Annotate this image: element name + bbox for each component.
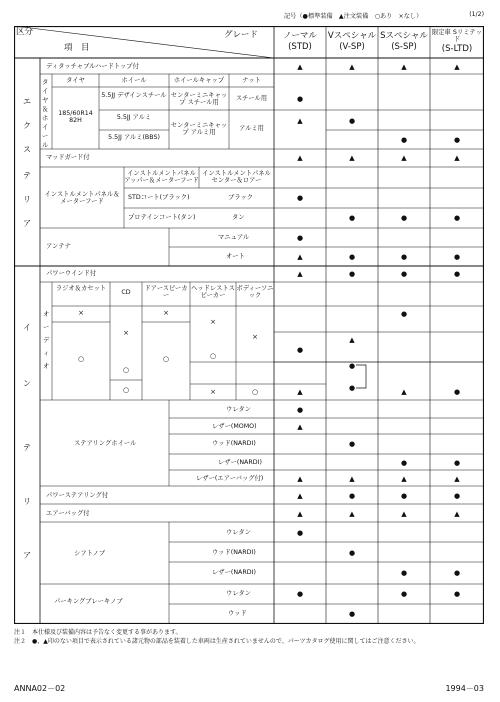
row-label: シフトノブ — [74, 550, 106, 557]
mark: ● — [453, 136, 461, 144]
legend — [284, 11, 484, 20]
row-label: プロテインコート(タン) — [128, 214, 196, 221]
row-label: エアーバッグ付 — [46, 510, 90, 517]
mark: ▲ — [349, 154, 355, 162]
row-label: タイヤ＆ホイール — [42, 79, 49, 149]
mark: ● — [453, 569, 461, 577]
row-label: センターミニキャップ アルミ用 — [170, 122, 228, 136]
mark: ● — [453, 492, 461, 500]
row-label: レザー(MOMO) — [212, 423, 257, 430]
row-label: 5.5JJ アルミ(BBS) — [108, 134, 160, 141]
row-label: ウッド(NARDI) — [212, 549, 256, 556]
mark: ● — [348, 270, 356, 278]
row-label: オーディオ — [43, 311, 50, 370]
row-label: ウレタン — [226, 406, 251, 413]
mark: ▲ — [349, 510, 355, 518]
mark: ● — [296, 95, 304, 103]
row-label: ドアースピーカー — [144, 285, 188, 299]
audio-mark: × — [78, 309, 84, 317]
mark: ● — [400, 569, 408, 577]
mark: ▲ — [401, 475, 407, 483]
row-label: レザー(NARDI) — [212, 569, 256, 576]
mark: ● — [453, 388, 461, 396]
mark: ▲ — [297, 388, 303, 396]
row-label: パワーウインド付 — [46, 270, 97, 277]
mark: ▲ — [454, 63, 460, 71]
audio-mark: ○ — [122, 386, 130, 394]
row-label: ナット — [242, 77, 261, 84]
mark: ▲ — [401, 388, 407, 396]
grade-vsp: Vスペシャル — [327, 31, 377, 41]
row-label: ディタッチャブルハードトップ付 — [46, 63, 139, 70]
row-label: マッドガード付 — [46, 154, 90, 161]
audio-mark: × — [210, 318, 216, 326]
mark: ● — [348, 610, 356, 618]
grade-vsp-code: (V-SP) — [339, 42, 365, 52]
mark: ● — [296, 406, 304, 414]
row-label: アルミ用 — [239, 125, 264, 132]
mark: ▲ — [454, 475, 460, 483]
grade-std: ノーマル — [283, 31, 317, 41]
mark: ● — [400, 492, 408, 500]
section-interior-5: ア — [23, 551, 31, 560]
row-label: アンテナ — [46, 243, 71, 250]
spec-table — [14, 26, 484, 624]
row-label: オート — [226, 253, 245, 260]
section-exterior-2: ク — [23, 121, 31, 130]
mark: ● — [348, 384, 356, 392]
audio-mark: × — [163, 309, 169, 317]
mark: ▲ — [297, 475, 303, 483]
audio-mark: ○ — [77, 355, 85, 363]
mark: ● — [400, 270, 408, 278]
mark: ▲ — [349, 475, 355, 483]
section-interior-2: ン — [23, 379, 31, 388]
mark: ▲ — [401, 154, 407, 162]
mark: ● — [348, 492, 356, 500]
audio-mark: × — [252, 333, 258, 341]
mark: ● — [453, 214, 461, 222]
row-label: ブラック — [228, 194, 254, 201]
mark: ● — [453, 270, 461, 278]
audio-mark: ○ — [209, 352, 217, 360]
doc-date: 1994－03 — [445, 684, 484, 693]
section-exterior-1: エ — [23, 97, 31, 106]
row-label: マニュアル — [218, 234, 250, 241]
mark: ▲ — [454, 510, 460, 518]
row-label: ウレタン — [226, 590, 251, 597]
mark: ● — [400, 253, 408, 261]
row-label: STDコート(ブラック) — [128, 194, 190, 201]
row-label: インストルメントパネル アッパー＆メーターフード — [124, 170, 199, 184]
row-label: ヘッドレストスピーカー — [191, 285, 235, 299]
doc-code: ANNA02－02 — [14, 684, 66, 693]
mark: ● — [348, 362, 356, 370]
mark: ▲ — [297, 492, 303, 500]
mark: ● — [400, 590, 408, 598]
section-exterior-6: ア — [23, 219, 31, 228]
mark: ● — [453, 459, 461, 467]
mark: ▲ — [297, 423, 303, 431]
mark: ▲ — [297, 510, 303, 518]
mark: ● — [296, 590, 304, 598]
row-label: ラジオ＆カセット — [55, 285, 107, 292]
row-label: ウレタン — [226, 529, 251, 536]
row-label: タイヤ — [66, 77, 85, 84]
mark: ● — [400, 214, 408, 222]
grade-label: グレード — [224, 30, 259, 40]
mark: ● — [348, 549, 356, 557]
audio-mark: ○ — [162, 355, 170, 363]
row-label: パーキングブレーキノブ — [54, 598, 123, 605]
row-label: 185/60R14 82H — [58, 110, 93, 124]
row-label: ホイールキャップ — [173, 77, 225, 84]
koumoku-label: 項 目 — [64, 43, 90, 53]
grade-sltd-code: (S-LTD) — [441, 44, 473, 54]
row-label: CD — [121, 289, 131, 296]
row-label: パワーステアリング付 — [46, 492, 109, 499]
mark: ▲ — [297, 154, 303, 162]
row-label: スチール用 — [235, 95, 268, 102]
mark: ▲ — [297, 270, 303, 278]
grade-ssp: Sスペシャル — [380, 31, 428, 41]
section-exterior-4: テ — [23, 171, 31, 180]
mark: ▲ — [454, 154, 460, 162]
mark: ▲ — [297, 253, 303, 261]
page-number: (1/2) — [469, 11, 484, 18]
notes — [14, 628, 420, 646]
kubun-label: 区分 — [16, 27, 34, 37]
mark: ● — [296, 234, 304, 242]
mark: ● — [296, 529, 304, 537]
row-label: インストルメントパネル センター＆ロアー — [202, 170, 271, 184]
row-label: ウッド — [228, 610, 247, 617]
section-interior-4: リ — [23, 497, 31, 506]
mark: ● — [453, 253, 461, 261]
audio-mark: × — [123, 329, 129, 337]
mark: ▲ — [401, 63, 407, 71]
mark: ▲ — [349, 63, 355, 71]
note-1: 注１ 本仕様及び装備内容は予告なく変更する事があります。 — [14, 629, 182, 636]
mark: ▲ — [349, 336, 355, 344]
mark: ▲ — [297, 117, 303, 125]
row-label: レザー(NARDI) — [218, 459, 262, 466]
section-interior-3: テ — [23, 443, 31, 452]
row-label: タン — [232, 214, 245, 221]
legend-text: 記号（●標準装備 ▲注文装備 ○あり ×なし） — [284, 13, 423, 20]
grade-std-code: (STD) — [288, 42, 312, 52]
row-label: インストルメントパネル＆メーターフード — [44, 191, 120, 205]
section-exterior-3: ス — [23, 145, 31, 154]
row-label: ホイール — [121, 77, 147, 84]
row-label: ボディーソニック — [236, 285, 274, 299]
mark: ● — [348, 117, 356, 125]
row-label: センターミニキャップ スチール用 — [170, 92, 228, 106]
mark: ● — [296, 194, 304, 202]
row-label: ウッド(NARDI) — [212, 440, 256, 447]
row-label: 5.5JJ アルミ — [116, 114, 152, 121]
row-label: レザー(エアーバッグ付) — [196, 475, 264, 482]
mark: ● — [348, 214, 356, 222]
mark: ● — [348, 253, 356, 261]
section-interior-1: イ — [23, 323, 31, 332]
grade-sltd: 限定車 Sリミテッド — [431, 29, 483, 43]
mark: ● — [348, 440, 356, 448]
audio-mark: ○ — [251, 388, 259, 396]
audio-mark: ○ — [122, 366, 130, 374]
mark: ● — [400, 310, 408, 318]
mark: ● — [453, 590, 461, 598]
audio-mark: × — [210, 388, 216, 396]
grade-ssp-code: (S-SP) — [391, 42, 417, 52]
mark: ● — [400, 459, 408, 467]
row-label: 5.5JJ デザインスチール — [101, 92, 167, 99]
section-exterior-5: リ — [23, 195, 31, 204]
mark: ▲ — [401, 510, 407, 518]
row-label: ステアリングホイール — [74, 440, 137, 447]
mark: ▲ — [297, 63, 303, 71]
mark: ● — [400, 136, 408, 144]
note-2: 注２ ●、▲印のない項目で表示されている諸元物の部品を装着した車両は生産されていませんので、パーツカタログ使用に関してはご注意ください。 — [14, 638, 420, 645]
mark: ● — [296, 346, 304, 354]
